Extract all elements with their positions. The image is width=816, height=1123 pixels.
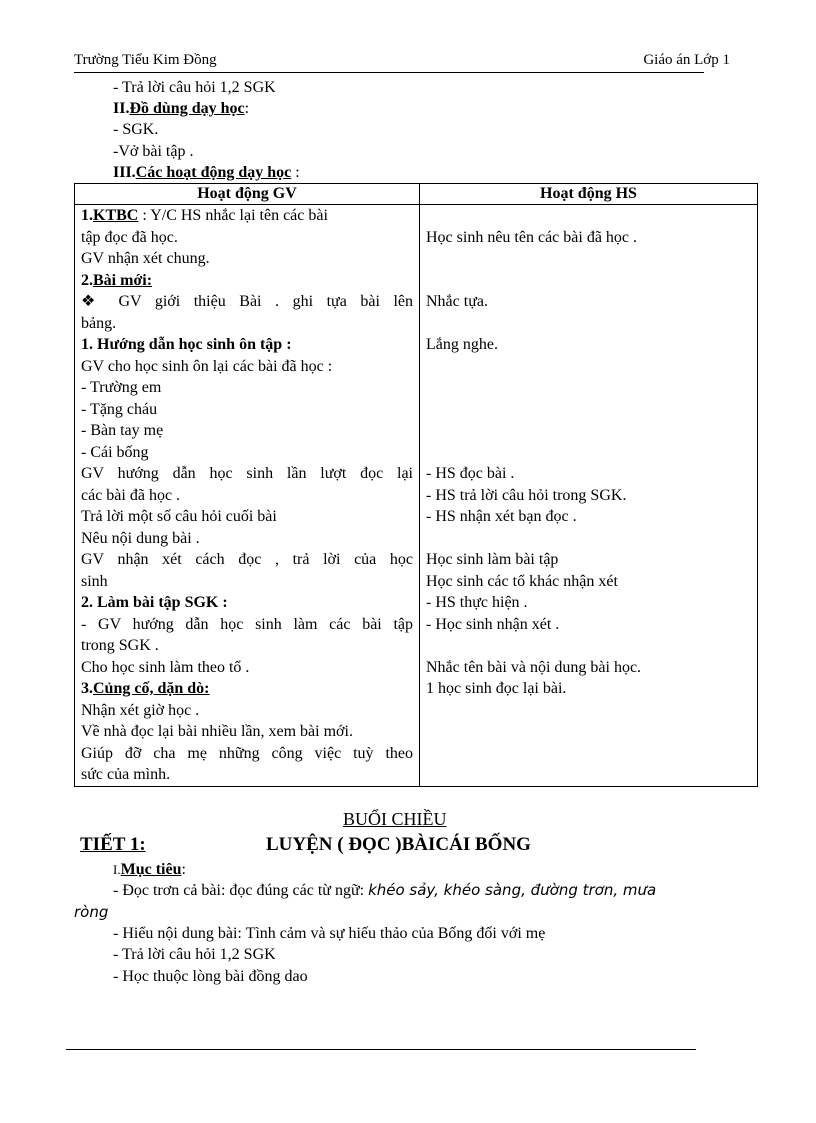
gv-line: Về nhà đọc lại bài nhiều lần, xem bài mới. <box>81 723 353 740</box>
section-heading-objectives <box>113 859 186 880</box>
item-number: 3. <box>81 680 93 697</box>
column-header-student: Hoạt động HS <box>420 184 758 205</box>
hs-line: - Học sinh nhận xét . <box>426 615 560 633</box>
hs-line: - HS thực hiện . <box>426 594 528 611</box>
section-number: II. <box>113 100 130 117</box>
hs-line: - HS nhận xét bạn đọc . <box>426 508 577 525</box>
materials-item: -Vở bài tập . <box>113 143 194 160</box>
objective-line: - Học thuộc lòng bài đồng dao <box>113 968 308 985</box>
objective-line <box>113 880 656 901</box>
section-title: Đồ dùng dạy học <box>129 100 245 117</box>
gv-line: GV nhận xét chung. <box>81 250 210 267</box>
hs-line: 1 học sinh đọc lại bài. <box>426 680 567 697</box>
objective-line: - Trả lời câu hỏi 1,2 SGK <box>113 79 276 96</box>
gv-line: Nhận xét giờ học . <box>81 701 200 719</box>
gv-line: Trả lời một số câu hỏi cuối bài <box>81 508 277 525</box>
gv-line: GV cho học sinh ôn lại các bài đã học : <box>81 357 333 375</box>
objective-text: - Đọc trơn cả bài: đọc đúng các từ ngữ: <box>113 882 369 899</box>
table-header-row <box>75 184 758 205</box>
activities-table <box>74 183 758 787</box>
gv-line: - Bàn tay mẹ <box>81 422 164 439</box>
gv-line <box>81 678 413 700</box>
hs-line: Học sinh các tổ khác nhận xét <box>426 572 618 590</box>
section-colon: : <box>291 164 300 181</box>
item-number: 1. <box>81 207 93 224</box>
period-label: TIẾT 1: <box>80 834 146 855</box>
hs-line: - HS đọc bài . <box>426 465 515 482</box>
gv-line <box>81 270 413 292</box>
lesson-title: LUYỆN ( ĐỌC )BÀICÁI BỐNG <box>266 834 531 855</box>
session-title: BUỔI CHIỀU <box>343 809 447 829</box>
gv-line: - Tặng cháu <box>81 400 158 418</box>
gv-line: GV nhận xét cách đọc , trả lời của học <box>81 551 413 568</box>
gv-line: tập đọc đã học. <box>81 228 178 246</box>
gv-line: Giúp đỡ cha mẹ những công việc tuỳ theo <box>81 744 413 762</box>
item-label: KTBC <box>93 207 139 224</box>
footer-divider <box>66 1049 696 1050</box>
item-text: GV giới thiệu Bài . ghi tựa bài lên <box>104 293 414 310</box>
gv-line: sinh <box>81 572 108 590</box>
column-header-teacher: Hoạt động GV <box>75 184 420 205</box>
section-title: Mục tiêu <box>120 861 182 878</box>
gv-line: - Trường em <box>81 379 162 396</box>
objective-line: - Trả lời câu hỏi 1,2 SGK <box>113 946 276 963</box>
item-label: Củng cố, dặn dò: <box>93 680 210 697</box>
header-divider <box>74 72 704 73</box>
diamond-bullet-icon: ❖ <box>81 293 105 310</box>
gv-line: Cho học sinh làm theo tổ . <box>81 658 250 676</box>
section-heading-activities <box>113 162 300 183</box>
hs-line: Nhắc tên bài và nội dung bài học. <box>426 658 642 676</box>
page-header <box>74 50 730 72</box>
materials-item: - SGK. <box>113 121 159 138</box>
hs-line: Nhắc tựa. <box>426 293 488 310</box>
gv-line: GV hướng dẫn học sinh lần lượt đọc lại <box>81 465 413 482</box>
hs-line: - HS trả lời câu hỏi trong SGK. <box>426 486 627 504</box>
gv-line: trong SGK . <box>81 637 159 654</box>
gv-line <box>81 205 413 227</box>
gv-line: sức của mình. <box>81 766 171 783</box>
item-text: : Y/C HS nhắc lại tên các bài <box>138 207 328 224</box>
section-number: I. <box>113 862 121 877</box>
hs-line: Học sinh làm bài tập <box>426 551 559 568</box>
item-label: Bài mới: <box>93 271 153 289</box>
hs-line: Học sinh nêu tên các bài đã học . <box>426 228 638 246</box>
section-title: Các hoạt động dạy học <box>135 164 292 181</box>
section-colon: : <box>181 861 186 878</box>
class-label: Giáo án Lớp 1 <box>643 52 730 68</box>
teacher-activities-cell <box>75 205 420 787</box>
section-number: III. <box>113 164 136 181</box>
gv-line: Nêu nội dung bài . <box>81 529 200 547</box>
hs-line: Lắng nghe. <box>426 336 498 353</box>
school-name: Trường Tiểu Kim Đồng <box>74 52 217 68</box>
gv-line: các bài đã học . <box>81 486 181 504</box>
gv-line: bảng. <box>81 314 117 332</box>
gv-line <box>81 291 413 313</box>
objective-words: khéo sảy, khéo sàng, đường trơn, mưa <box>368 881 657 899</box>
item-number: 2. <box>81 271 93 289</box>
objective-line-cont: ròng <box>74 903 109 921</box>
gv-line: - Cái bống <box>81 443 149 461</box>
gv-line: 1. Hướng dẫn học sinh ôn tập : <box>81 336 292 353</box>
section-heading-materials <box>113 98 249 119</box>
gv-line: - GV hướng dẫn học sinh làm các bài tập <box>81 615 413 633</box>
gv-line: 2. Làm bài tập SGK : <box>81 594 228 611</box>
student-activities-cell <box>420 205 758 787</box>
objective-line: - Hiểu nội dung bài: Tình cảm và sự hiếu thảo của Bống đối với mẹ <box>113 925 546 942</box>
table-row <box>75 205 758 787</box>
section-colon: : <box>244 100 250 117</box>
